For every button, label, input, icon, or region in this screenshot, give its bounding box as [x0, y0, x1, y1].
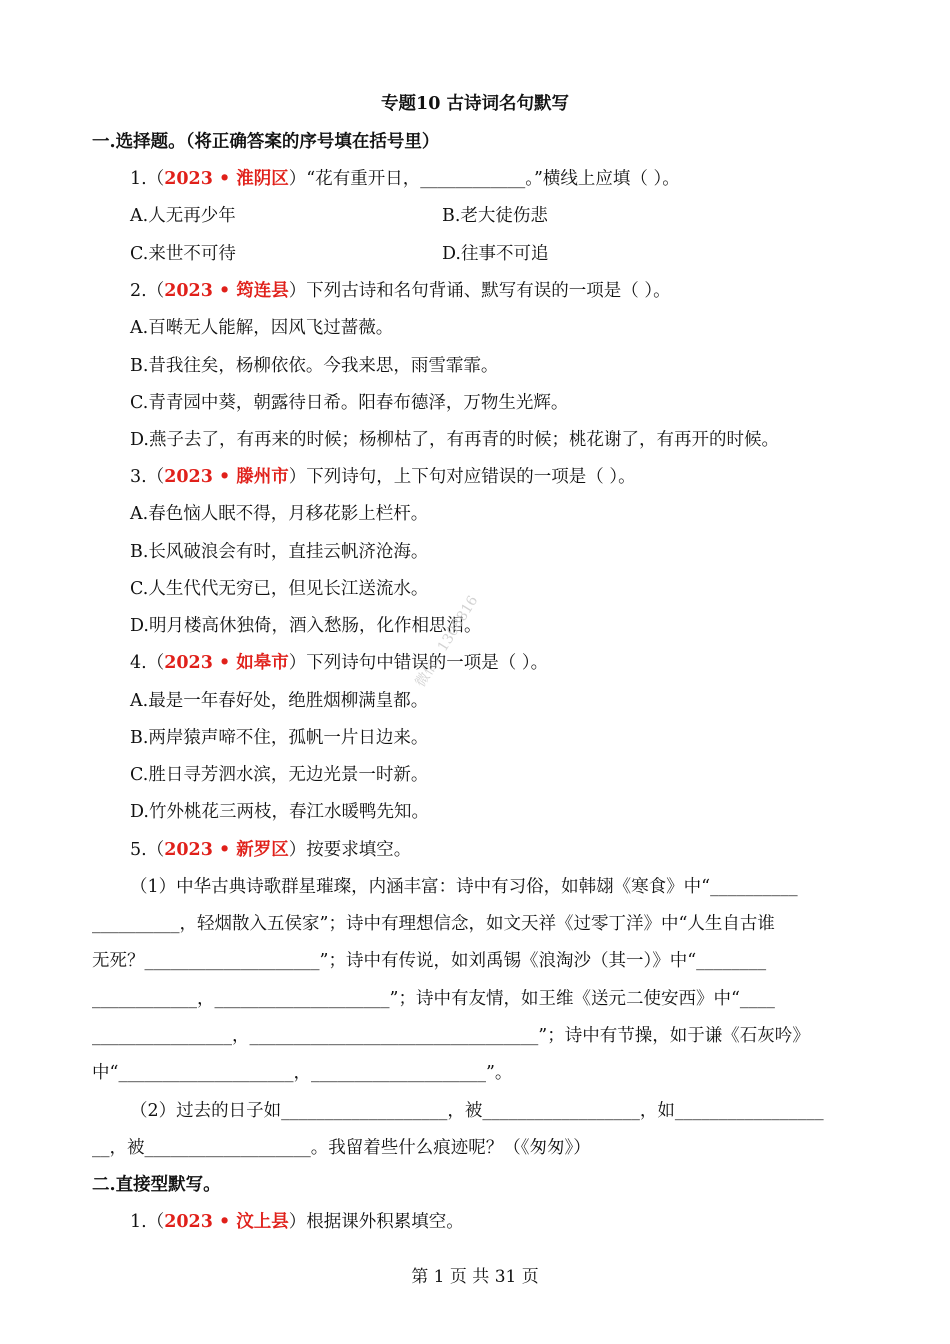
section2-question-1-text: 根据课外积累填空。 [306, 1212, 464, 1232]
option-d: D.明月楼高休独倚，酒入愁肠，化作相思泪。 [130, 616, 482, 636]
section2-question-1-source: 2023 • 汶上县 [164, 1212, 289, 1232]
question-1: 1.（2023 • 淮阴区）“花有重开日，____________。”横线上应填（ ）。 [130, 169, 680, 189]
option-a: A.最是一年春好处，绝胜烟柳满皇都。 [130, 691, 429, 711]
question-1-options-row2 [130, 242, 549, 266]
section2-question-1: 1.（2023 • 汶上县）根据课外积累填空。 [130, 1212, 464, 1232]
option-c: C.来世不可待 [130, 244, 236, 264]
question-5-source: 2023 • 新罗区 [164, 840, 289, 860]
option-c: C.青青园中葵，朝露待日希。阳春布德泽，万物生光辉。 [130, 393, 569, 413]
question-5-part1-line2: __________，轻烟散入五侯家”；诗中有理想信念，如文天祥《过零丁洋》中“人生自古谁 [92, 914, 775, 934]
question-5: 5.（2023 • 新罗区）按要求填空。 [130, 840, 412, 860]
question-5-part1-line6: 中“____________________，____________________”。 [92, 1063, 513, 1083]
question-2-text: 下列古诗和名句背诵、默写有误的一项是（ ）。 [306, 281, 671, 301]
question-4: 4.（2023 • 如皋市）下列诗句中错误的一项是（ ）。 [130, 653, 549, 673]
question-5-part1-line1: （1）中华古典诗歌群星璀璨，内涵丰富：诗中有习俗，如韩翃《寒食》中“__________ [130, 877, 798, 897]
option-d: D.往事不可追 [442, 244, 549, 264]
option-b: B.两岸猿声啼不住，孤帆一片日边来。 [130, 728, 429, 748]
page-footer: 第 1 页 共 31 页 [411, 1267, 539, 1287]
section1-heading: 一.选择题。（将正确答案的序号填在括号里） [92, 132, 440, 152]
page-title: 专题10 古诗词名句默写 [381, 94, 569, 114]
question-3-source: 2023 • 滕州市 [164, 467, 289, 487]
question-3-text: 下列诗句，上下句对应错误的一项是（ ）。 [306, 467, 636, 487]
option-c: C.胜日寻芳泗水滨，无边光景一时新。 [130, 765, 429, 785]
question-1-text: “花有重开日，____________。”横线上应填（ ）。 [306, 169, 680, 189]
question-2-source: 2023 • 筠连县 [164, 281, 289, 301]
question-5-part2-line1: （2）过去的日子如___________________，被__________________，如_________________ [130, 1101, 824, 1121]
option-a: A.百啭无人能解，因风飞过蔷薇。 [130, 318, 394, 338]
option-d: D.燕子去了，有再来的时候；杨柳枯了，有再青的时候；桃花谢了，有再开的时候。 [130, 430, 779, 450]
question-4-source: 2023 • 如皋市 [164, 653, 289, 673]
question-2: 2.（2023 • 筠连县）下列古诗和名句背诵、默写有误的一项是（ ）。 [130, 281, 671, 301]
option-a: A.春色恼人眠不得，月移花影上栏杆。 [130, 504, 429, 524]
question-5-part2-line2: __，被___________________。我留着些什么痕迹呢？（《匆匆》） [92, 1138, 591, 1158]
question-5-part1-line3: 无死？____________________”；诗中有传说，如刘禹锡《浪淘沙（其一）》中“________ [92, 951, 767, 971]
watermark: 微信：1308816 [412, 593, 482, 691]
question-3: 3.（2023 • 滕州市）下列诗句，上下句对应错误的一项是（ ）。 [130, 467, 636, 487]
question-5-part1-line5: ________________，_________________________________”；诗中有节操，如于谦《石灰吟》 [92, 1026, 810, 1046]
option-b: B.长风破浪会有时，直挂云帆济沧海。 [130, 542, 429, 562]
option-d: D.竹外桃花三两枝，春江水暖鸭先知。 [130, 802, 429, 822]
question-5-part1-line4: ____________，____________________”；诗中有友情，如王维《送元二使安西》中“____ [92, 989, 775, 1009]
question-4-text: 下列诗句中错误的一项是（ ）。 [306, 653, 549, 673]
question-1-options-row1 [130, 204, 548, 228]
option-c: C.人生代代无穷已，但见长江送流水。 [130, 579, 429, 599]
option-b: B.老大徒伤悲 [442, 206, 548, 226]
option-a: A.人无再少年 [130, 206, 236, 226]
option-b: B.昔我往矣，杨柳依依。今我来思，雨雪霏霏。 [130, 356, 499, 376]
question-1-source: 2023 • 淮阴区 [164, 169, 289, 189]
question-5-text: 按要求填空。 [306, 840, 412, 860]
section2-heading: 二.直接型默写。 [92, 1175, 221, 1195]
